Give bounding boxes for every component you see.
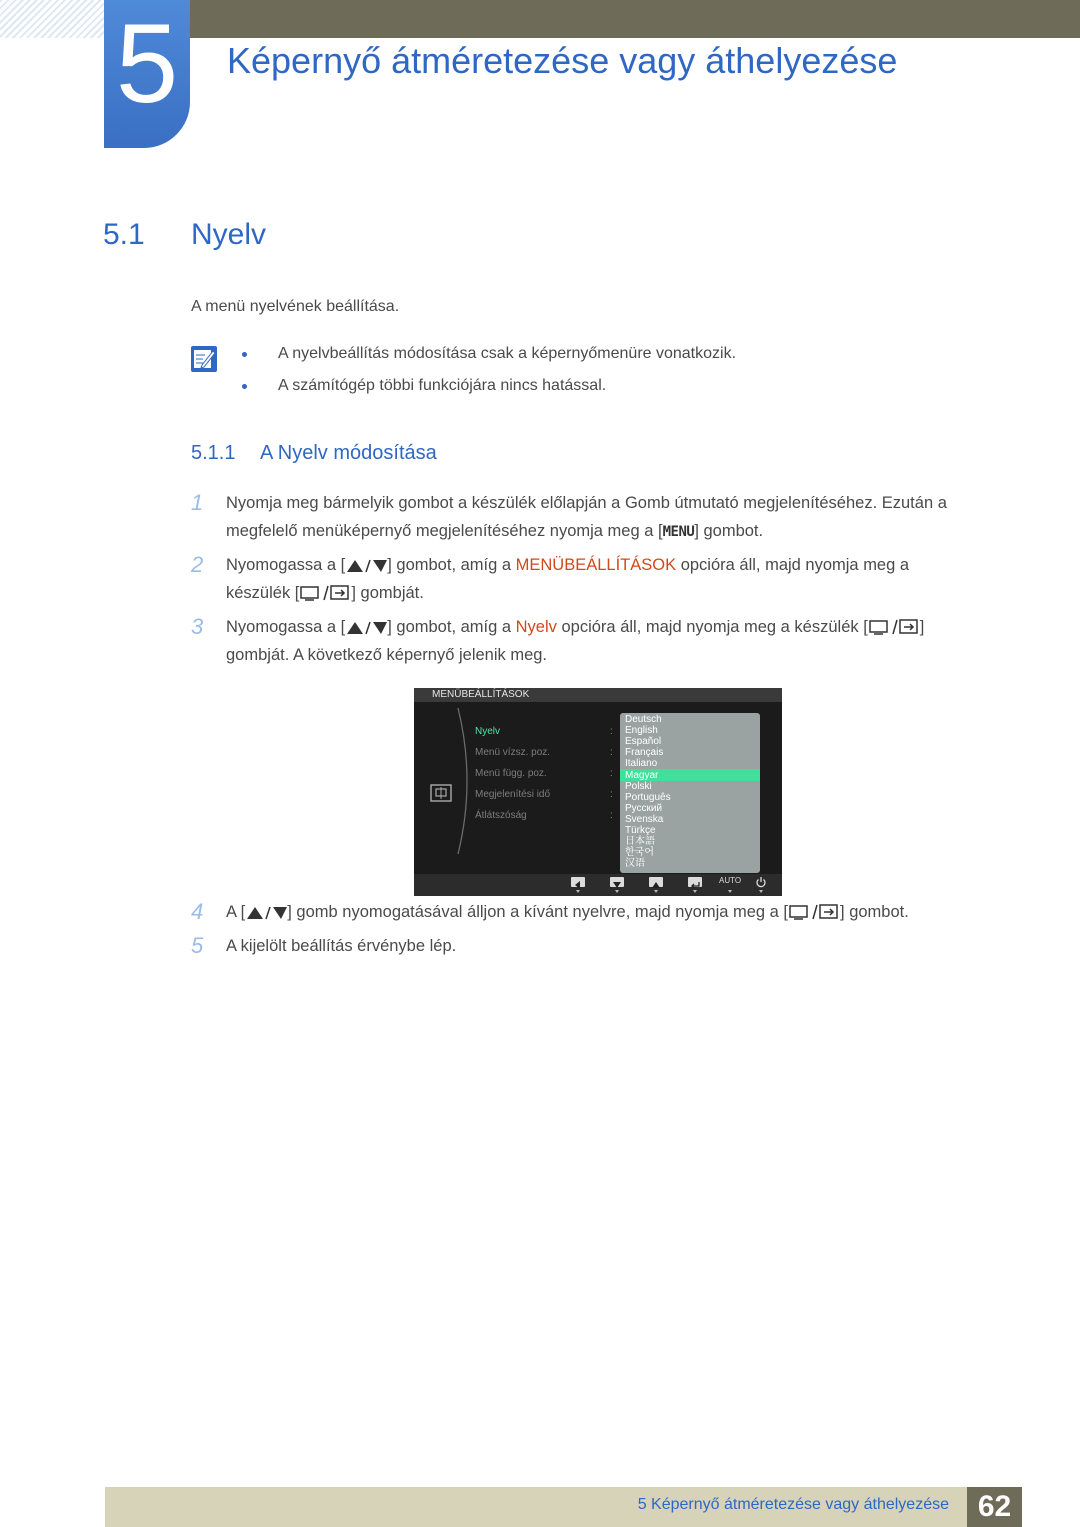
button-marker-icon	[728, 890, 732, 893]
page-footer	[105, 1487, 967, 1527]
step-number: 5	[191, 933, 204, 958]
button-marker-icon	[693, 890, 697, 893]
up-button-icon[interactable]	[649, 877, 663, 887]
language-option[interactable]: Français	[625, 747, 664, 758]
power-icon[interactable]	[755, 876, 767, 888]
language-option[interactable]: 汉语	[625, 858, 645, 869]
note-item: A számítógép többi funkciójára nincs hatással.	[278, 377, 607, 394]
source-enter-icon	[868, 619, 920, 635]
language-option[interactable]: Русский	[625, 803, 663, 814]
language-option[interactable]: Italiano	[625, 758, 658, 769]
enter-button-icon[interactable]	[688, 877, 702, 887]
language-list	[620, 713, 760, 873]
osd-header: MENÜBEÁLLÍTÁSOK	[414, 688, 782, 702]
down-button-icon[interactable]	[610, 877, 624, 887]
chapter-number: 5	[115, 1, 179, 126]
intro-text: A menü nyelvének beállítása.	[191, 298, 400, 315]
note-pencil-icon	[191, 346, 217, 372]
subsection-title: A Nyelv módosítása	[260, 442, 437, 464]
language-option[interactable]: Deutsch	[625, 714, 662, 725]
osd-menu-item[interactable]: Menü függ. poz.	[475, 768, 547, 779]
step-number: 2	[191, 552, 204, 577]
step-number: 3	[191, 614, 204, 639]
step-text: Nyomja meg bármelyik gombot a készülék előlapján a Gomb útmutató megjelenítéséhez. Ezután a	[226, 494, 947, 512]
osd-colon: :	[610, 768, 613, 779]
step-text: Nyomogassa a [ ] gombot, amíg a MENÜBEÁLLÍTÁSOK opcióra áll, majd nyomja meg a	[226, 556, 910, 574]
step-text: készülék [ ] gombját.	[226, 584, 424, 602]
language-option[interactable]: 日本語	[625, 836, 655, 847]
language-option[interactable]: Español	[625, 736, 662, 747]
osd-colon: :	[610, 726, 613, 737]
language-option[interactable]: 한국어	[625, 847, 654, 858]
auto-button-label[interactable]: AUTO	[719, 876, 742, 885]
osd-menu-item[interactable]: Megjelenítési idő	[475, 789, 551, 800]
subsection-number: 5.1.1	[191, 442, 236, 464]
osd-colon: :	[610, 747, 613, 758]
button-marker-icon	[615, 890, 619, 893]
language-option[interactable]: Türkçe	[625, 825, 656, 836]
note-item: A nyelvbeállítás módosítása csak a képernyőmenüre vonatkozik.	[278, 345, 737, 362]
step-text: A kijelölt beállítás érvénybe lép.	[226, 937, 457, 955]
button-marker-icon	[654, 890, 658, 893]
osd-colon: :	[610, 810, 613, 821]
step-number: 1	[191, 490, 204, 515]
header-bar	[190, 0, 1080, 38]
language-option[interactable]: Polski	[625, 781, 652, 792]
chapter-title: Képernyő átméretezése vagy áthelyezése	[227, 40, 898, 81]
section-number: 5.1	[103, 218, 145, 251]
osd-menu-item[interactable]: Átlátszóság	[475, 810, 527, 821]
button-marker-icon	[576, 890, 580, 893]
menu-key-label: MENU	[662, 524, 695, 540]
footer-chapter-title: 5 Képernyő átméretezése vagy áthelyezése	[637, 1496, 949, 1513]
up-down-arrows-icon	[345, 621, 387, 635]
source-enter-icon	[299, 585, 351, 601]
osd-button-guide	[414, 874, 782, 896]
step-text: megfelelő menüképernyő megjelenítéséhez nyomja meg a [MENU] gombot.	[226, 522, 764, 540]
language-option[interactable]: Svenska	[625, 814, 664, 825]
osd-screen	[414, 688, 782, 896]
osd-curve-decoration	[454, 706, 474, 856]
osd-menu-icon	[430, 784, 452, 802]
step-text: A [ ] gomb nyomogatásával álljon a kívánt nyelvre, majd nyomja meg a [ ] gombot.	[226, 903, 909, 921]
language-option[interactable]: English	[625, 725, 658, 736]
osd-colon: :	[610, 789, 613, 800]
up-down-arrows-icon	[345, 559, 387, 573]
language-option-selected[interactable]: Magyar	[625, 770, 659, 781]
header-hatch-decoration	[0, 0, 104, 38]
osd-menu-item[interactable]: Nyelv	[475, 726, 501, 737]
step-number: 4	[191, 899, 204, 924]
language-option[interactable]: Português	[625, 792, 671, 803]
source-enter-icon	[788, 904, 840, 920]
up-down-arrows-icon	[245, 906, 287, 920]
step-text: Nyomogassa a [ ] gombot, amíg a Nyelv opcióra áll, majd nyomja meg a készülék [ ]	[226, 618, 925, 636]
page-number: 62	[967, 1487, 1022, 1527]
section-title: Nyelv	[191, 218, 267, 251]
osd-menu-item[interactable]: Menü vízsz. poz.	[475, 747, 551, 758]
button-marker-icon	[759, 890, 763, 893]
left-button-icon[interactable]	[571, 877, 585, 887]
step-text: gombját. A következő képernyő jelenik meg.	[226, 646, 548, 664]
